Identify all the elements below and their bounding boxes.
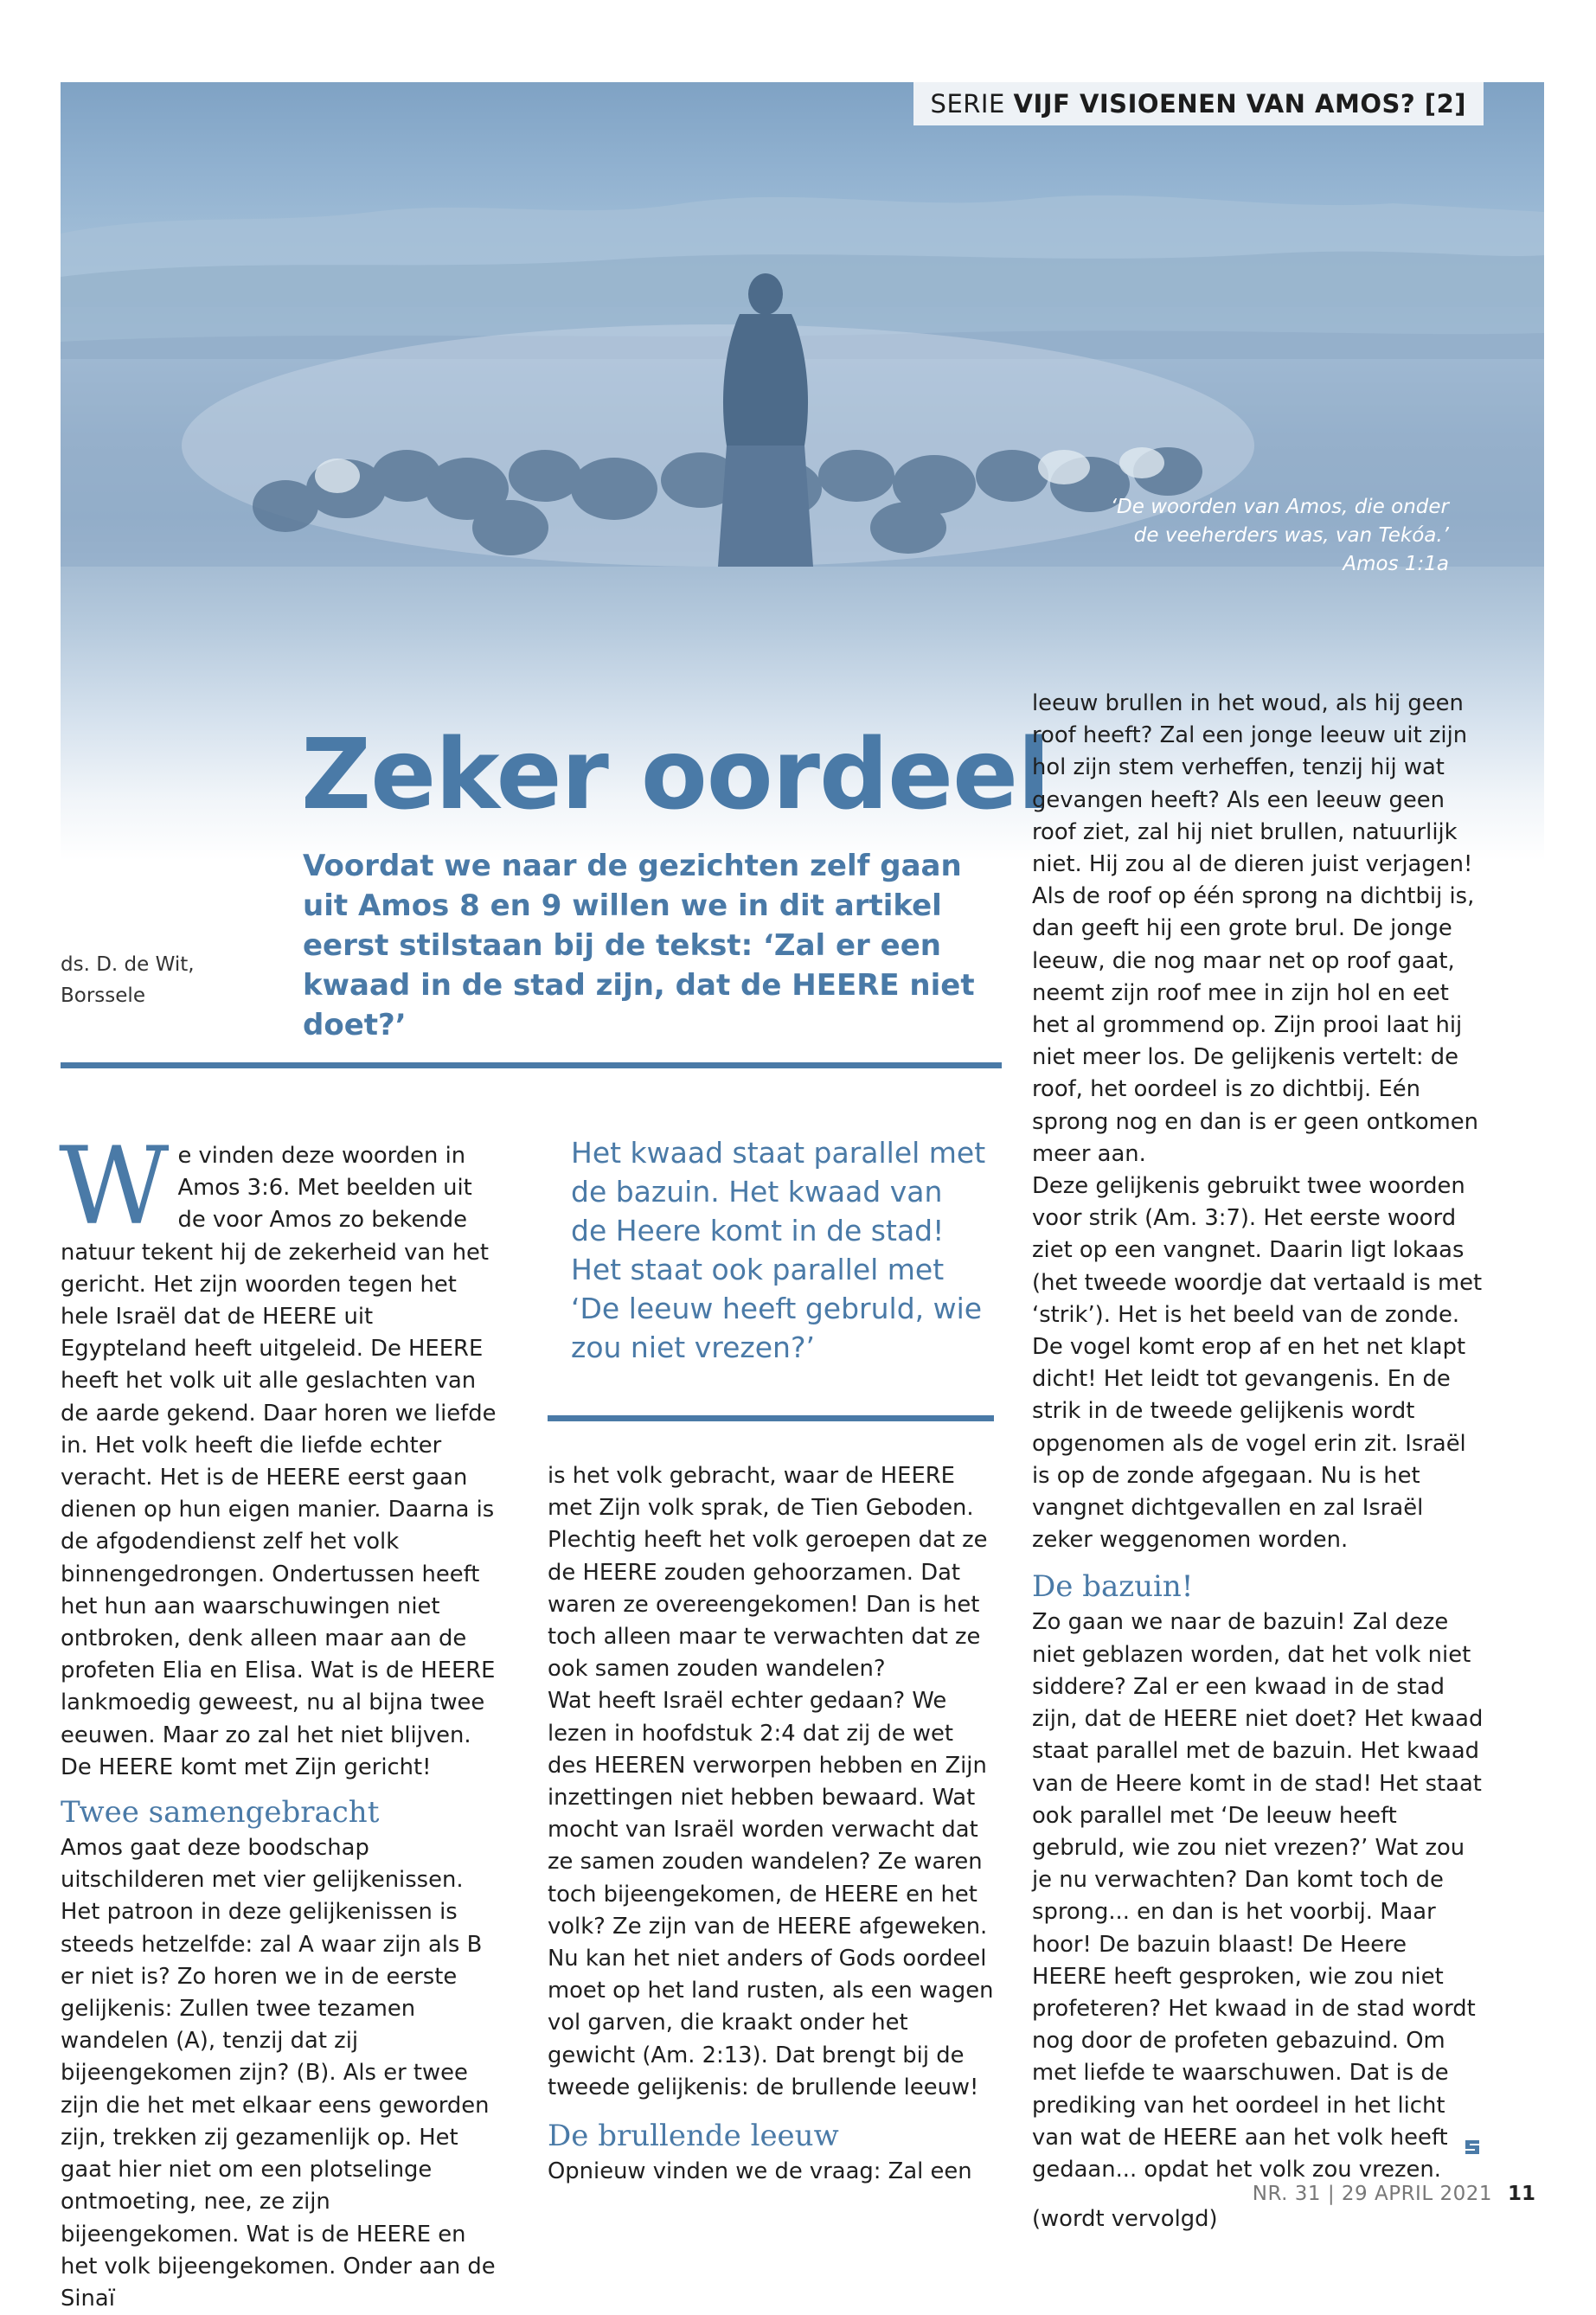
col3-paragraph-3: Zo gaan we naar de bazuin! Zal deze niet geblazen worden, dat het volk niet siddere? Zal er een kwaad in de stad zijn, dat de HEERE niet doet? Het kwaad staat parallel met de bazuin. Het kwaad van de Heere komt in de stad! Het staat ook parallel met ‘De leeuw heeft gebruld, wie zou niet vrezen?’ Wat zou je nu verwachten? Dan komt toch de sprong... en dan is het voorbij. Maar hoor! De bazuin blaast! De Heere HEERE heeft gesproken, wie zou niet profeteren? Het kwaad in de stad wordt nog door de profeten gebazuind. Om met liefde te waarschuwen. Dat is de prediking van het oordeel in het licht van wat de HEERE aan het volk heeft gedaan... opdat het volk zou vrezen. (1032, 1609, 1484, 2183)
series-prefix: SERIE (930, 89, 1005, 119)
heading-bazuin: De bazuin! (1032, 1569, 1194, 1605)
col2-paragraph-3: Opnieuw vinden we de vraag: Zal een (548, 2158, 972, 2185)
author-name: ds. D. de Wit, (61, 953, 195, 976)
col3-paragraph-2: Deze gelijkenis gebruikt twee woorden voor strik (Am. 3:7). Het eerste woord ziet op een vangnet. Daarin ligt lokaas (het tweede woordje dat vertaald is met ‘strik’). Het is het beeld van de zonde. De vogel komt erop af en het net klapt dicht! Het leidt tot gevangenis. En de strik in de tweede gelijkenis wordt opgenomen als de vogel erin zit. Israël is op de zonde afgegaan. Nu is het vangnet dichtgevallen en zal Israël zeker weggenomen worden. (1032, 1173, 1483, 1554)
series-tag (913, 82, 1484, 125)
pull-quote-divider (548, 1415, 994, 1421)
author-place: Borssele (61, 984, 145, 1007)
caption-line-2: de veeherders was, van Tekóa.’ (1133, 524, 1449, 547)
column-3 (1032, 688, 1484, 2235)
col2-paragraph-2: Wat heeft Israël echter gedaan? We lezen in hoofdstuk 2:4 dat zij de wet des HEEREN verworpen hebben en Zijn inzettingen niet hebben bewaard. Wat mocht van Israël worden verwacht dat ze samen zouden wandelen? Ze waren toch bijeengekomen, de HEERE en het volk? Ze zijn van de HEERE afgeweken. Nu kan het niet anders of Gods oordeel moet op het land rusten, als een wagen vol garven, die kraakt onder het gewicht (Am. 2:13). Dat brengt bij de tweede gelijkenis: de brullende leeuw! (548, 1688, 994, 2100)
to-be-continued: (wordt vervolgd) (1032, 2206, 1218, 2233)
caption-reference: Amos 1:1a (1343, 553, 1449, 575)
author-byline (61, 949, 195, 1011)
issue-info: NR. 31 | 29 APRIL 2021 (1252, 2183, 1492, 2205)
article-intro: Voordat we naar de gezichten zelf gaan uit Amos 8 en 9 willen we in dit artikel eerst stilstaan bij de tekst: ‘Zal er een kwaad in de stad zijn, dat de HEERE niet doet?’ (303, 849, 975, 1042)
pull-quote: Het kwaad staat parallel met de bazuin. Het kwaad van de Heere komt in de stad! Het staat ook parallel met ‘De leeuw heeft gebruld, wie zou niet vrezen?’ (571, 1136, 986, 1364)
column-1 (59, 1125, 497, 2315)
page-number: 11 (1507, 2183, 1535, 2205)
col1-paragraph-2: Amos gaat deze boodschap uitschilderen met vier gelijkenissen. Het patroon in deze gelijkenissen is steeds hetzelfde: zal A waar zijn als B er niet is? Zo horen we in de eerste gelijkenis: Zullen twee tezamen wandelen (A), tenzij dat zij bijeengekomen zijn? (B). Als er twee zijn die het met elkaar eens geworden zijn, trekken zij gezamenlijk op. Het gaat hier niet om een plotselinge ontmoeting, nee, ze zijn bijeengekomen. Wat is de HEERE en het volk bijeengekomen. Onder aan de Sinaï (61, 1835, 496, 2312)
caption-line-1: ‘De woorden van Amos, die onder (1110, 496, 1449, 518)
hero-caption (999, 493, 1449, 579)
heading-twee-samengebracht: Twee samengebracht (61, 1795, 380, 1831)
series-title: VIJF VISIOENEN VAN AMOS? [2] (1013, 89, 1466, 119)
col1-paragraph-1: e vinden deze woorden in Amos 3:6. Met beelden uit de voor Amos zo bekende natuur tekent hij de zekerheid van het gericht. Het zijn woorden tegen het hele Israël dat de HEERE uit Egypteland heeft uitgeleid. De HEERE heeft het volk uit alle geslachten van de aarde gekend. Daar horen we liefde in. Het volk heeft die liefde echter veracht. Het is de HEERE eerst gaan dienen op hun eigen manier. Daarna is de afgodendienst zelf het volk binnengedrongen. Ondertussen heeft het hun aan waarschuwingen niet ontbroken, denk alleen maar aan de profeten Elia en Elisa. Wat is de HEERE lankmoedig geweest, nu al bijna twee eeuwen. Maar zo zal het niet blijven. De HEERE komt met Zijn gericht! (61, 1143, 497, 1780)
article-title: Zeker oordeel (301, 719, 1050, 832)
end-mark-icon (1462, 2137, 1483, 2158)
col2-paragraph-1: is het volk gebracht, waar de HEERE met Zijn volk sprak, de Tien Geboden. Plechtig heeft het volk geroepen dat ze de HEERE zouden gehoorzamen. Dat waren ze overeengekomen! Dan is het toch alleen maar te verwachten dat ze ook samen zouden wandelen? (548, 1463, 988, 1683)
col3-paragraph-1: leeuw brullen in het woud, als hij geen roof heeft? Zal een jonge leeuw uit zijn hol zijn stem verheffen, tenzij hij wat gevangen heeft? Als een leeuw geen roof ziet, zal hij niet brullen, natuurlijk niet. Hij zou al de dieren juist verjagen! Als de roof op één sprong na dichtbij is, dan geeft hij een grote brul. De jonge leeuw, die nog maar net op roof gaat, neemt zijn roof mee in zijn hol en eet het al grommend op. Zijn prooi laat hij niet meer los. De gelijkenis vertelt: de roof, het oordeel is zo dichtbij. Eén sprong nog en dan is er geen ontkomen meer aan. (1032, 690, 1478, 1167)
column-2 (548, 1460, 997, 2188)
intro-divider (61, 1062, 1002, 1068)
heading-brullende-leeuw: De brullende leeuw (548, 2119, 839, 2154)
drop-cap: W (59, 1125, 170, 1249)
